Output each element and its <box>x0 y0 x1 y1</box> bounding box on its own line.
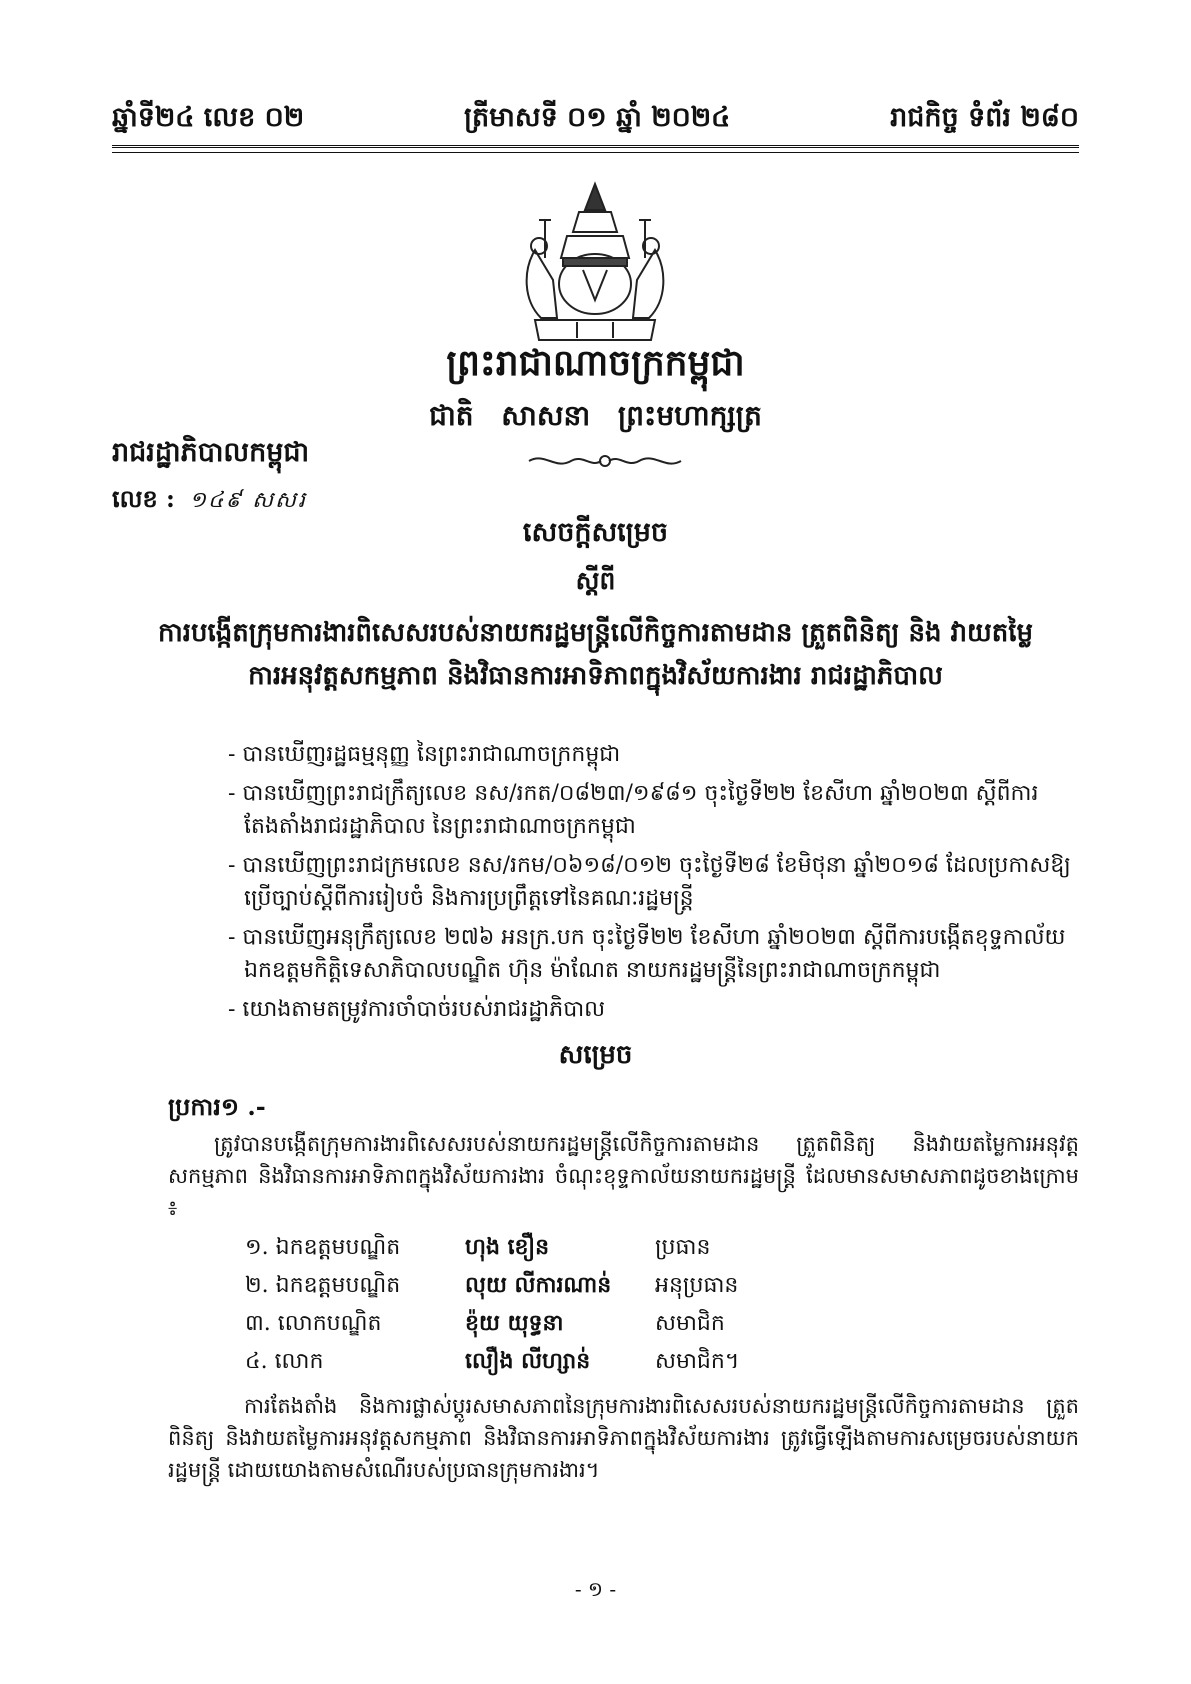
decision-heading: សម្រេច <box>558 1040 633 1070</box>
legal-basis-item: - បានឃើញអនុក្រឹត្យលេខ ២៧៦ អនក្រ.បក ចុះថ្ងៃទី២២ ខែសីហា ឆ្នាំ២០២៣ ស្តីពីការបង្កើតខុទ្ទកាល័យ ឯកឧត្តមកិត្តិទេសាភិបាលបណ្ឌិត ហ៊ុន ម៉ាណែត នាយករដ្ឋមន្ត្រីនៃព្រះរាជាណាចក្រកម្ពុជា <box>228 925 1066 983</box>
document-type: សេចក្តីសម្រេច <box>522 517 669 548</box>
legal-basis-list <box>228 738 1079 1032</box>
gazette-header <box>112 90 1079 140</box>
reference-value: ១៤៩ សសរ <box>189 488 307 513</box>
member-role: ប្រធាន <box>655 1235 711 1260</box>
header-issue: ឆ្នាំទី២៤ លេខ ០២ <box>112 102 305 133</box>
member-row <box>245 1344 805 1382</box>
header-divider <box>112 145 1079 153</box>
article-1-closing: ការតែងតាំង និងការផ្លាស់ប្តូរសមាសភាពនៃក្រុមការងារពិសេសរបស់នាយករដ្ឋមន្ត្រីលើកិច្ចការតាមដាន ត្រួតពិនិត្យ និងវាយតម្លៃការអនុវត្តសកម្មភាព និងវិធានការអាទិភាពក្នុងវិស័យការងារ ត្រូវធ្វើឡើងតាមការសម្រេចរបស់នាយករដ្ឋមន្ត្រី ដោយយោងតាមសំណើរបស់ប្រធានក្រុមការងារ។ <box>168 1394 1079 1482</box>
header-quarter: ត្រីមាសទី ០១ ឆ្នាំ ២០២៤ <box>464 102 731 133</box>
royal-arms-emblem <box>505 180 685 345</box>
legal-basis-item: - បានឃើញព្រះរាជក្រឹត្យលេខ នស/រកត/០៨២៣/១៩៨១ ចុះថ្ងៃទី២២ ខែសីហា ឆ្នាំ២០២៣ ស្តីពីការ តែងតាំងរាជរដ្ឋាភិបាល នៃព្រះរាជាណាចក្រកម្ពុជា <box>228 781 1039 839</box>
member-row <box>245 1306 805 1344</box>
member-name: ហុង ខឿន <box>465 1234 550 1260</box>
article-1-heading: ប្រការ១ .- <box>168 1092 266 1121</box>
member-title: ១. ឯកឧត្តមបណ្ឌិត <box>245 1235 401 1260</box>
reference-label: លេខ : <box>112 484 175 513</box>
member-title: ៣. លោកបណ្ឌិត <box>245 1311 382 1336</box>
legal-basis-item: - បានឃើញរដ្ឋធម្មនុញ្ញ នៃព្រះរាជាណាចក្រកម្ពុជា <box>228 742 621 767</box>
page-number: - ១ - <box>574 1577 617 1601</box>
ornament-divider <box>525 450 685 472</box>
decision-subject: ការបង្កើតក្រុមការងារពិសេសរបស់នាយករដ្ឋមន្ត្រីលើកិច្ចការតាមដាន ត្រួតពិនិត្យ និង វាយតម្លៃការអនុវត្តសកម្មភាព និងវិធានការអាទិភាពក្នុងវិស័យការងារ រាជរដ្ឋាភិបាល <box>157 618 1034 691</box>
member-name: ខ៉ុយ យុទ្ធនា <box>465 1310 564 1336</box>
legal-basis-item: - បានឃើញព្រះរាជក្រមលេខ នស/រកម/០៦១៨/០១២ ចុះថ្ងៃទី២៨ ខែមិថុនា ឆ្នាំ២០១៨ ដែលប្រកាសឱ្យ ប្រើច្បាប់ស្តីពីការរៀបចំ និងការប្រព្រឹត្តទៅនៃគណៈរដ្ឋមន្ត្រី <box>228 853 1071 911</box>
member-title: ២. ឯកឧត្តមបណ្ឌិត <box>245 1273 401 1298</box>
member-list <box>245 1230 805 1382</box>
member-name: លុយ លីការណាន់ <box>465 1272 612 1298</box>
member-row <box>245 1268 805 1306</box>
member-role: អនុប្រធាន <box>655 1273 739 1298</box>
reference-number <box>112 484 307 519</box>
issuing-authority: រាជរដ្ឋាភិបាលកម្ពុជា <box>112 437 310 468</box>
member-role: សមាជិក <box>655 1311 725 1336</box>
about-label: ស្តីពី <box>575 566 616 595</box>
legal-basis-item: - យោងតាមតម្រូវការចាំបាច់របស់រាជរដ្ឋាភិបាល <box>228 997 606 1022</box>
header-page: រាជកិច្ច ទំព័រ ២៨០ <box>890 102 1079 133</box>
member-name: លឿង លីហ្សាន់ <box>465 1348 591 1374</box>
member-row <box>245 1230 805 1268</box>
member-title: ៤. លោក <box>245 1349 324 1374</box>
article-1-body: ត្រូវបានបង្កើតក្រុមការងារពិសេសរបស់នាយករដ្ឋមន្ត្រីលើកិច្ចការតាមដាន ត្រួតពិនិត្យ និងវាយតម្លៃការអនុវត្តសកម្មភាព និងវិធានការអាទិភាពក្នុងវិស័យការងារ ចំណុះខុទ្ទកាល័យនាយករដ្ឋមន្ត្រី ដែលមានសមាសភាពដូចខាងក្រោម ៖ <box>168 1132 1079 1220</box>
member-role: សមាជិក។ <box>655 1349 740 1374</box>
kingdom-title: ព្រះរាជាណាចក្រកម្ពុជា <box>446 342 745 384</box>
national-motto: ជាតិ សាសនា ព្រះមហាក្សត្រ <box>429 399 762 432</box>
